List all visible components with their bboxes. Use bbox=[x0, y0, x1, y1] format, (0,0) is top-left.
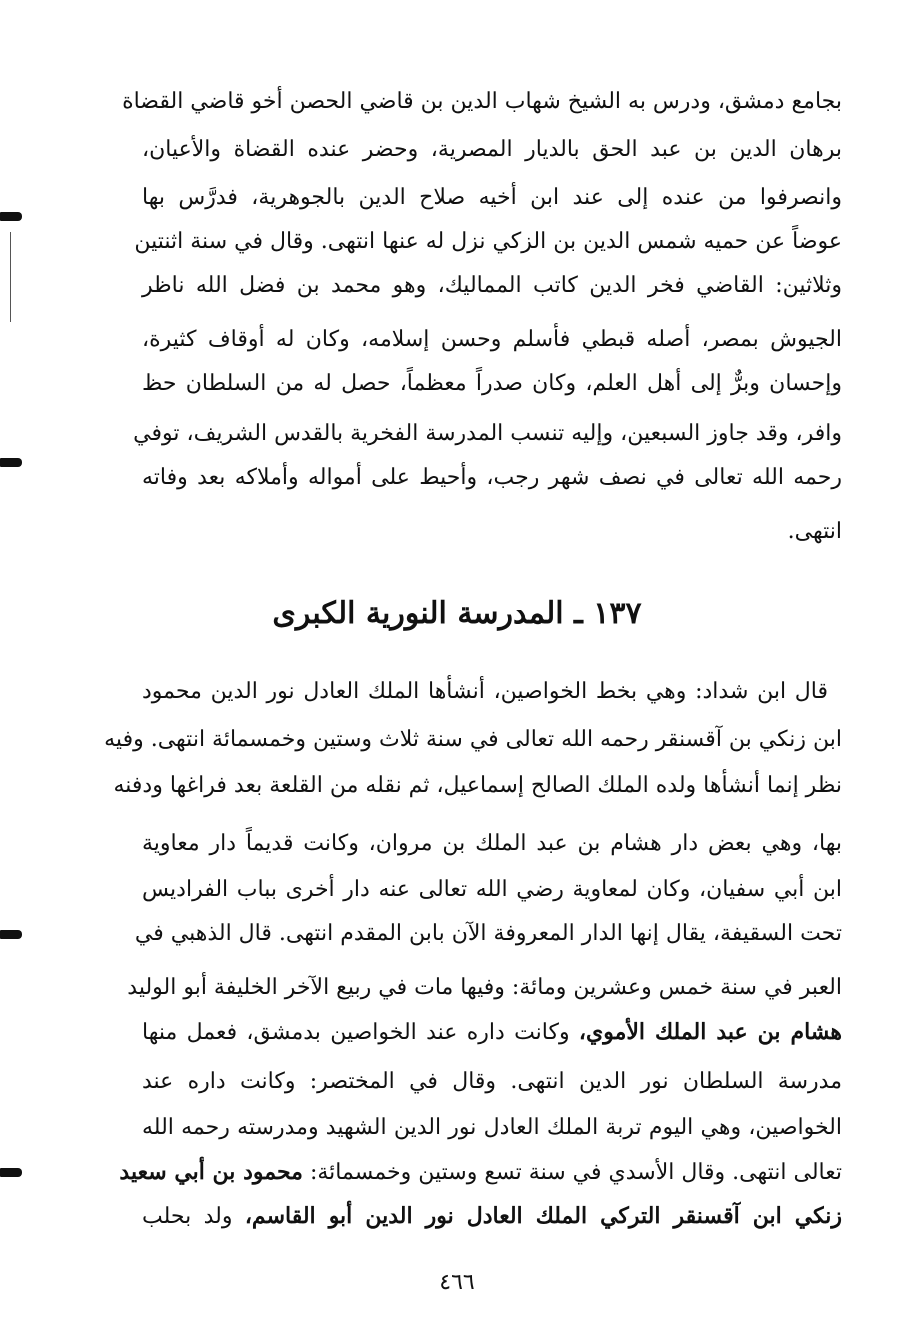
margin-mark bbox=[0, 930, 22, 939]
text-line bbox=[119, 1156, 842, 1188]
text-line: بجامع دمشق، ودرس به الشيخ شهاب الدين بن قاضي الحصن أخو قاضي القضاة bbox=[122, 89, 842, 114]
text-line: وإحسان وبرٌّ إلى أهل العلم، وكان صدراً معظماً، حصل له من السلطان حظ bbox=[142, 371, 842, 396]
text-line: وثلاثين: القاضي فخر الدين كاتب المماليك، وهو محمد بن فضل الله ناظر bbox=[142, 273, 842, 298]
text-line: وافر، وقد جاوز السبعين، وإليه تنسب المدرسة الفخرية بالقدس الشريف، توفي bbox=[133, 421, 842, 446]
text-line: الجيوش بمصر، أصله قبطي فأسلم وحسن إسلامه، وكان له أوقاف كثيرة، bbox=[142, 327, 842, 352]
text-line: ابن أبي سفيان، وكان لمعاوية رضي الله تعالى عنه دار أخرى بباب الفراديس bbox=[142, 877, 842, 902]
text-line: رحمه الله تعالى في نصف شهر رجب، وأحيط على أمواله وأملاكه بعد وفاته bbox=[142, 465, 842, 490]
text-line: وانصرفوا من عنده إلى عند ابن أخيه صلاح الدين بالجوهرية، فدرَّس بها bbox=[142, 185, 842, 210]
bold-name: هشام بن عبد الملك الأموي، bbox=[578, 1019, 843, 1045]
section-heading: ١٣٧ ـ المدرسة النورية الكبرى bbox=[272, 596, 642, 631]
text-line: نظر إنما أنشأها ولده الملك الصالح إسماعيل، ثم نقله من القلعة بعد فراغها ودفنه bbox=[113, 773, 842, 798]
text-line: الخواصين، وهي اليوم تربة الملك العادل نور الدين الشهيد ومدرسته رحمه الله bbox=[142, 1115, 842, 1140]
text-line: برهان الدين بن عبد الحق بالديار المصرية، وحضر عنده القضاة والأعيان، bbox=[142, 137, 842, 162]
text-line: عوضاً عن حميه شمس الدين بن الزكي نزل له عنها انتهى. وقال في سنة اثنتين bbox=[134, 229, 842, 254]
text-line: تحت السقيفة، يقال إنها الدار المعروفة الآن بابن المقدم انتهى. قال الذهبي في bbox=[134, 921, 842, 946]
bold-name: زنكي ابن آقسنقر التركي الملك العادل نور الدين أبو القاسم، bbox=[244, 1203, 842, 1229]
text-span: وكانت داره عند الخواصين بدمشق، فعمل منها bbox=[142, 1020, 579, 1045]
margin-mark bbox=[0, 1168, 22, 1177]
text-line: قال ابن شداد: وهي بخط الخواصين، أنشأها الملك العادل نور الدين محمود bbox=[142, 679, 828, 704]
page-number: ٤٦٦ bbox=[439, 1270, 475, 1295]
text-span: ولد بحلب bbox=[142, 1204, 245, 1229]
text-line bbox=[142, 1016, 842, 1048]
text-line: ابن زنكي بن آقسنقر رحمه الله تعالى في سنة ثلاث وستين وخمسمائة انتهى. وفيه bbox=[104, 727, 842, 752]
text-line: بها، وهي بعض دار هشام بن عبد الملك بن مروان، وكانت قديماً دار معاوية bbox=[142, 831, 842, 856]
text-line bbox=[142, 1200, 842, 1232]
margin-line bbox=[10, 232, 11, 322]
margin-mark bbox=[0, 458, 22, 467]
text-line: انتهى. bbox=[787, 519, 842, 544]
margin-mark bbox=[0, 212, 22, 221]
text-line: مدرسة السلطان نور الدين انتهى. وقال في المختصر: وكانت داره عند bbox=[142, 1069, 842, 1094]
text-line: العبر في سنة خمس وعشرين ومائة: وفيها مات في ربيع الآخر الخليفة أبو الوليد bbox=[127, 975, 842, 1000]
text-span: تعالى انتهى. وقال الأسدي في سنة تسع وستين وخمسمائة: bbox=[302, 1160, 842, 1185]
bold-name: محمود بن أبي سعيد bbox=[119, 1159, 303, 1185]
